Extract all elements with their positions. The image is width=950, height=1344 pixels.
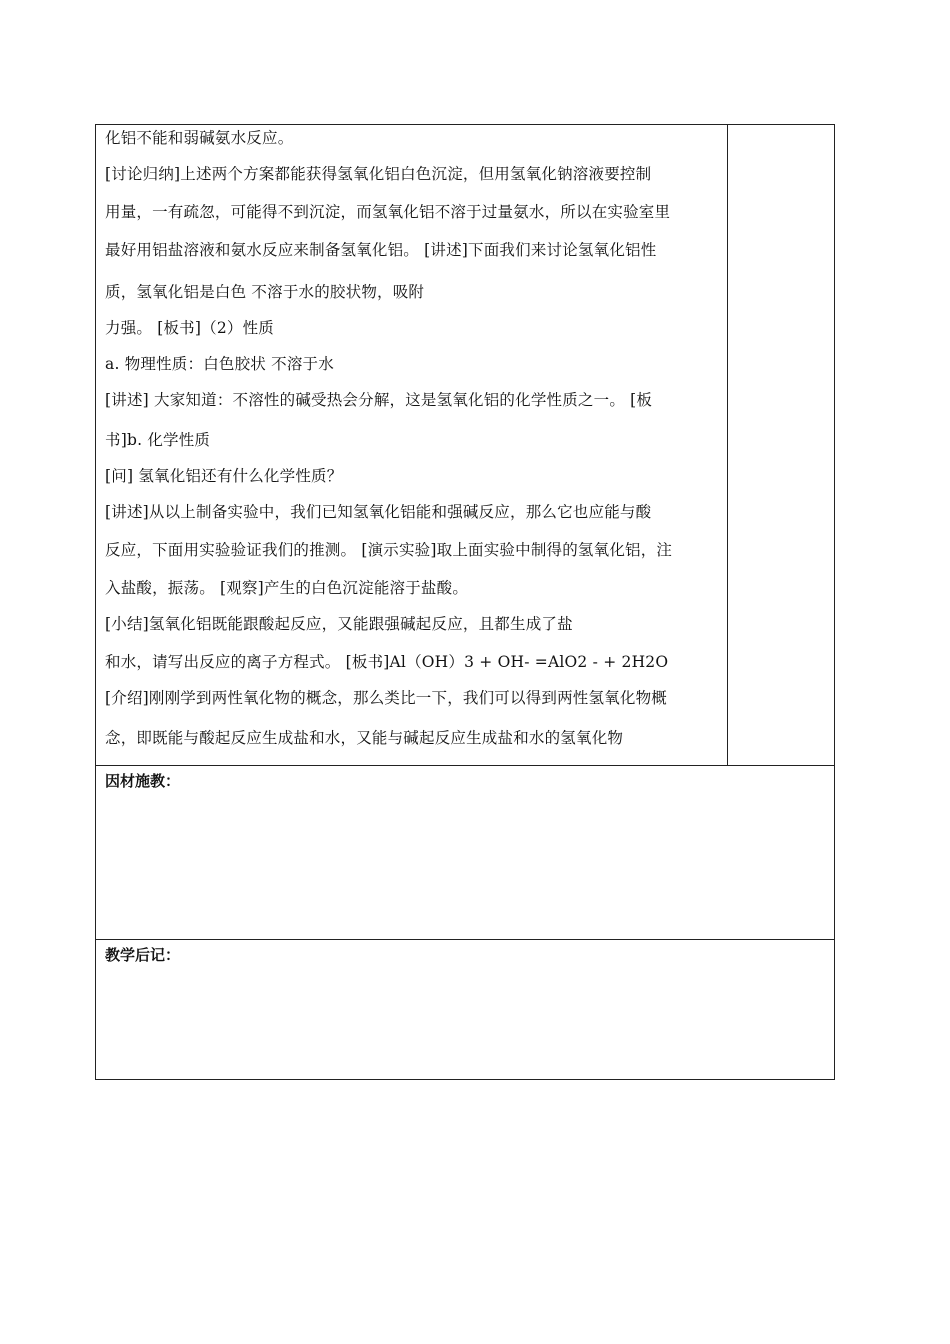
lesson-line: [讨论归纳]上述两个方案都能获得氢氧化铝白色沉淀，但用氢氧化钠溶液要控制 [105, 165, 652, 183]
lesson-line: a. 物理性质：白色胶状 不溶于水 [105, 355, 334, 373]
lesson-line: 最好用铝盐溶液和氨水反应来制备氢氧化铝。 [讲述]下面我们来讨论氢氧化铝性 [105, 241, 657, 259]
lesson-line: [问] 氢氧化铝还有什么化学性质？ [105, 467, 343, 485]
lesson-line: 入盐酸，振荡。 [观察]产生的白色沉淀能溶于盐酸。 [105, 579, 469, 597]
adaptive-teaching-label: 因材施教： [105, 772, 181, 790]
lesson-line: [讲述]从以上制备实验中，我们已知氢氧化铝能和强碱反应，那么它也应能与酸 [105, 503, 652, 521]
lesson-line: [小结]氢氧化铝既能跟酸起反应，又能跟强碱起反应，且都生成了盐 [105, 615, 573, 633]
lesson-line: 和水，请写出反应的离子方程式。 [板书]Al（OH）3 + OH- =AlO2 - + 2H2O [105, 653, 669, 671]
lesson-line: 反应，下面用实验验证我们的推测。 [演示实验]取上面实验中制得的氢氧化铝，注 [105, 541, 673, 559]
lesson-line: [介绍]刚刚学到两性氧化物的概念，那么类比一下，我们可以得到两性氢氧化物概 [105, 689, 667, 707]
lesson-line: 念，即既能与酸起反应生成盐和水，又能与碱起反应生成盐和水的氢氧化物 [105, 729, 624, 747]
lesson-line: 力强。 [板书]（2）性质 [105, 319, 274, 337]
lesson-line: 化铝不能和弱碱氨水反应。 [105, 129, 294, 147]
lesson-line: 用量，一有疏忽，可能得不到沉淀，而氢氧化铝不溶于过量氨水，所以在实验室里 [105, 203, 671, 221]
lesson-line: 书]b. 化学性质 [105, 431, 211, 449]
teaching-reflection-label: 教学后记： [105, 946, 181, 964]
lesson-line: 质，氢氧化铝是白色 不溶于水的胶状物，吸附 [105, 283, 425, 301]
lesson-line: [讲述] 大家知道：不溶性的碱受热会分解，这是氢氧化铝的化学性质之一。 [板 [105, 391, 653, 409]
adaptive-teaching-cell [95, 765, 835, 940]
side-notes-cell [727, 124, 835, 766]
teaching-reflection-cell [95, 939, 835, 1080]
